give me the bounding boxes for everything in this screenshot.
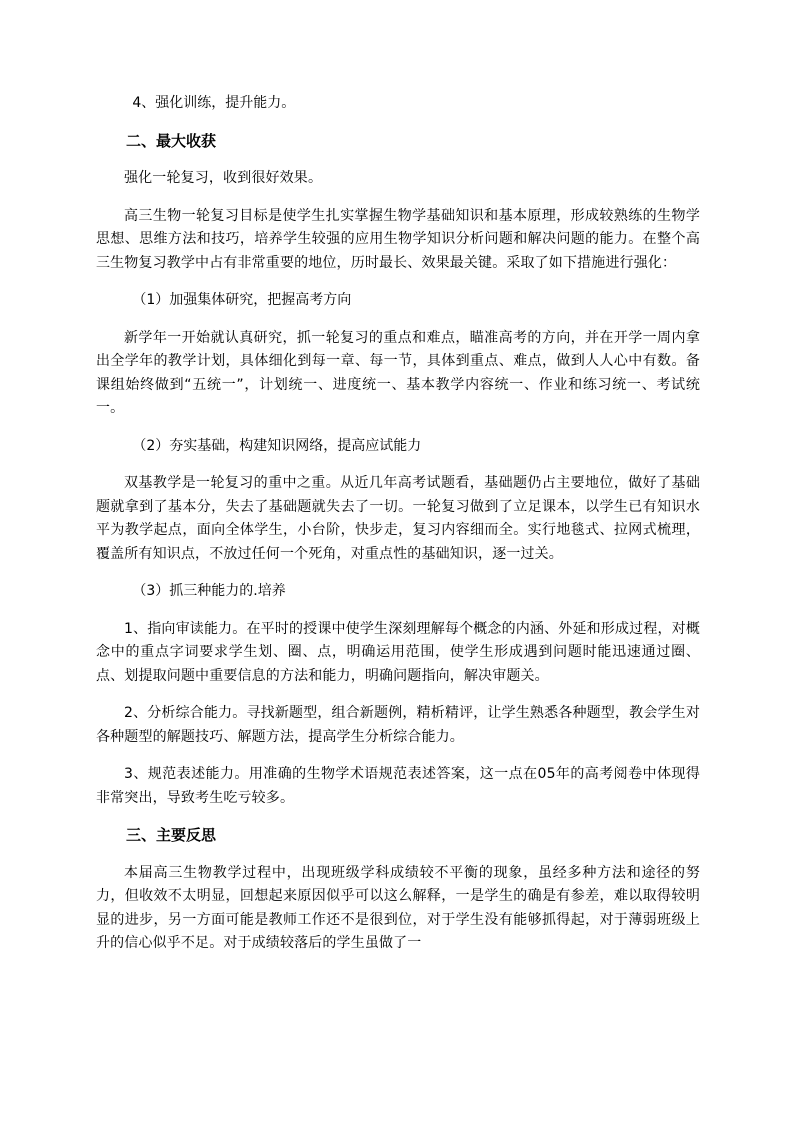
section-heading-reflection: 三、主要反思 (126, 826, 217, 844)
paragraph: 新学年一开始就认真研究，抓一轮复习的重点和难点，瞄准高考的方向，并在开学一周内拿出全学年的教学计划，具体细化到每一章、每一节，具体到重点、难点，做到人人心中有数。备课组始终做到“五统一”，计划统一、进度统一、基本教学内容统一、作业和练习统一、考试统一。 (96, 329, 700, 416)
sub-heading-abilities: （3）抓三种能力的.培养 (132, 583, 286, 599)
paragraph: 高三生物一轮复习目标是使学生扎实掌握生物学基础知识和基本原理，形成较熟练的生物学思想、思维方法和技巧，培养学生较强的应用生物学知识分析问题和解决问题的能力。在整个高三生物复习教学中占有非常重要的地位，历时最长、效果最关键。采取了如下措施进行强化： (96, 207, 700, 271)
paragraph: 强化一轮复习，收到很好效果。 (124, 170, 323, 186)
paragraph: 1、指向审读能力。在平时的授课中使学生深刻理解每个概念的内涵、外延和形成过程，对概念中的重点字词要求学生划、圈、点，明确运用范围，使学生形成遇到问题时能迅速通过圈、点、划提取问题中重要信息的方法和能力，明确问题指向，解决审题关。 (96, 620, 700, 684)
paragraph: 2、分析综合能力。寻找新题型，组合新题例，精析精评，让学生熟悉各种题型，教会学生对各种题型的解题技巧、解题方法，提高学生分析综合能力。 (96, 705, 700, 745)
paragraph: 3、规范表述能力。用准确的生物学术语规范表述答案，这一点在05年的高考阅卷中体现得非常突出，导致考生吃亏较多。 (96, 766, 700, 806)
section-heading-gains: 二、最大收获 (126, 131, 217, 150)
sub-heading-research: （1）加强集体研究，把握高考方向 (132, 292, 352, 308)
list-item-train: 4、强化训练，提升能力。 (132, 95, 296, 111)
paragraph: 双基教学是一轮复习的重中之重。从近几年高考试题看，基础题仍占主要地位，做好了基础题就拿到了基本分，失去了基础题就失去了一切。一轮复习做到了立足课本，以学生已有知识水平为教学起点，面向全体学生，小台阶，快步走，复习内容细而全。实行地毯式、拉网式梳理，覆盖所有知识点，不放过任何一个死角，对重点性的基础知识，逐一过关。 (96, 475, 700, 562)
sub-heading-basics: （2）夯实基础，构建知识网络，提高应试能力 (132, 437, 422, 454)
paragraph: 本届高三生物教学过程中，出现班级学科成绩较不平衡的现象，虽经多种方法和途径的努力，但收效不太明显，回想起来原因似乎可以这么解释，一是学生的确是有参差，难以取得较明显的进步，另一方面可能是教师工作还不是很到位，对于学生没有能够抓得起，对于薄弱班级上升的信心似乎不足。对于成绩较落后的学生虽做了一 (96, 864, 700, 951)
document-page (96, 92, 700, 970)
